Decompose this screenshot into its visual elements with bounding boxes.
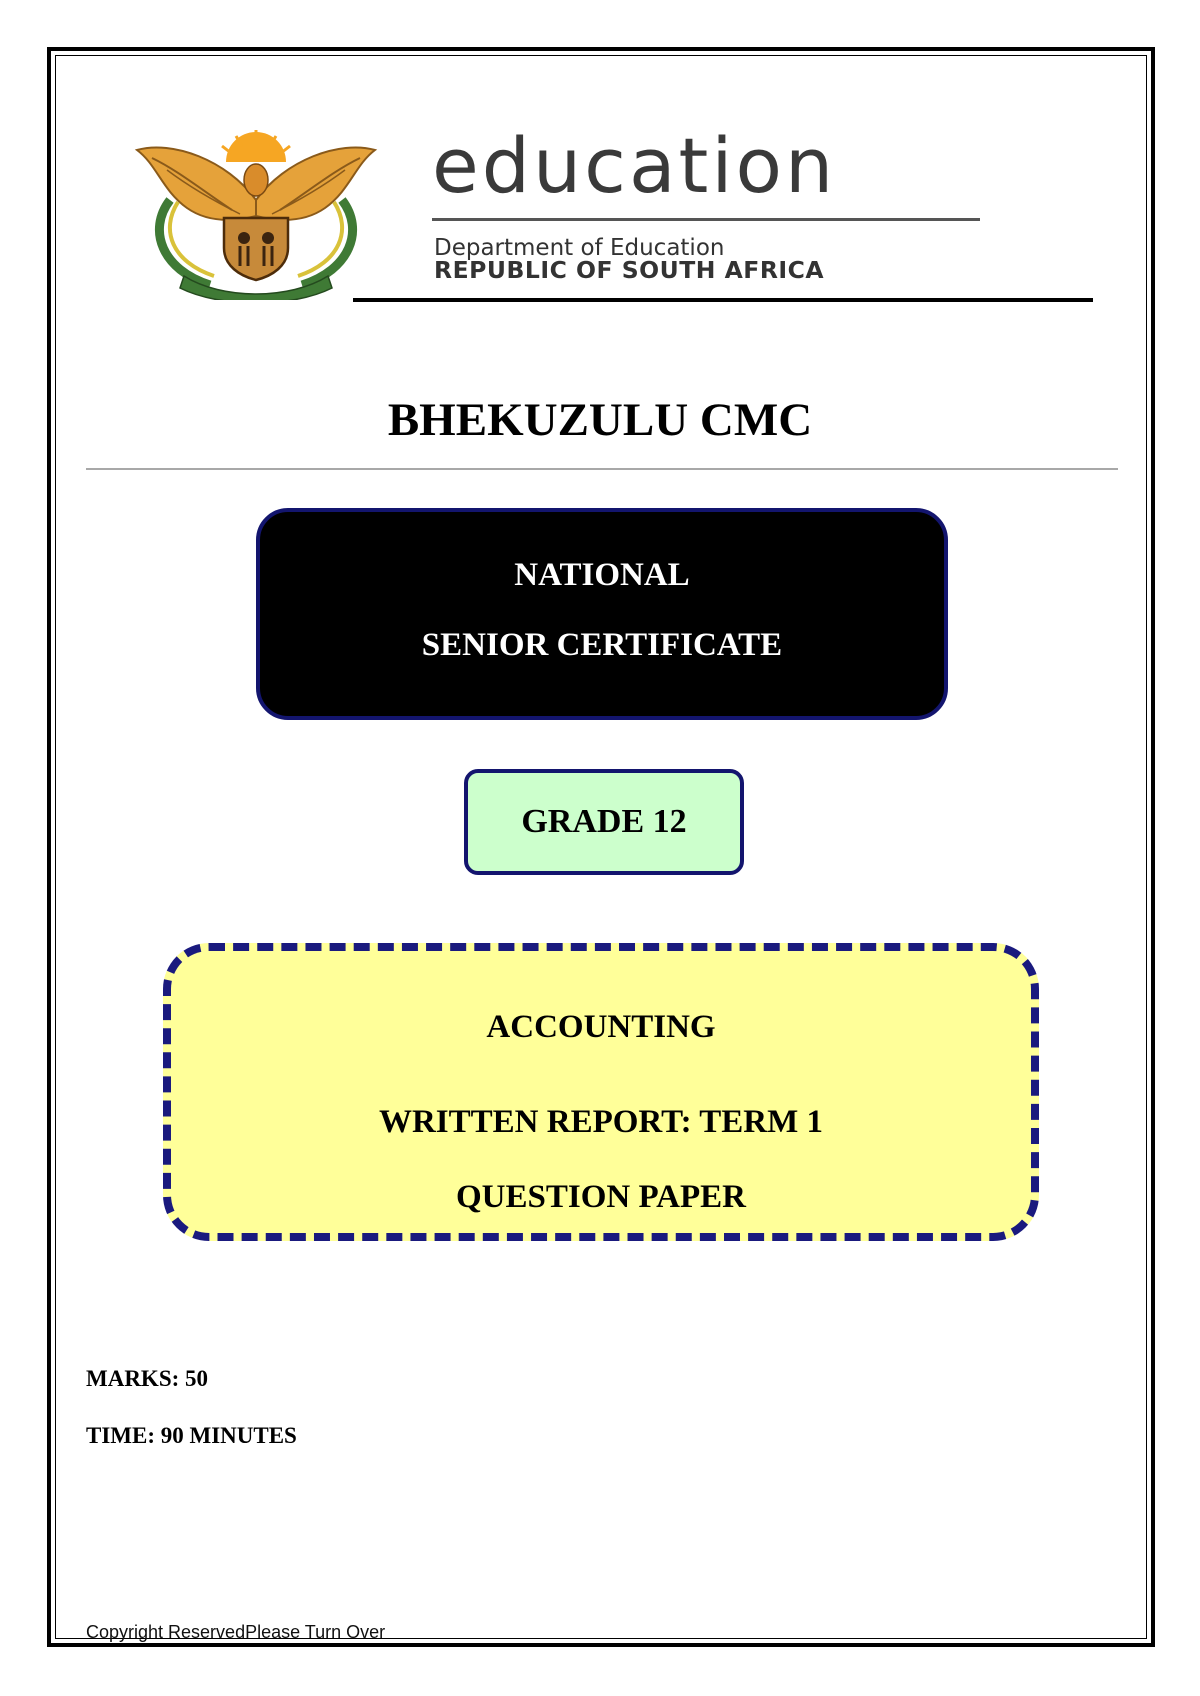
- department-name: Department of Education: [434, 235, 725, 261]
- logo-underline: [432, 218, 980, 221]
- certificate-line-2: SENIOR CERTIFICATE: [421, 627, 783, 663]
- coat-of-arms-icon: [132, 130, 380, 300]
- report-title: WRITTEN REPORT: TERM 1: [378, 1104, 824, 1140]
- country-name: REPUBLIC OF SOUTH AFRICA: [434, 256, 825, 284]
- subject-name: ACCOUNTING: [486, 1009, 716, 1045]
- certificate-line-1: NATIONAL: [514, 557, 690, 593]
- title-divider: [86, 468, 1118, 470]
- marks-label: MARKS: 50: [86, 1366, 209, 1391]
- logo-wordmark: education: [432, 121, 837, 210]
- school-name: BHEKUZULU CMC: [387, 394, 813, 446]
- header-divider: [353, 298, 1093, 302]
- grade-badge: GRADE 12: [464, 769, 744, 875]
- certificate-box: [256, 508, 948, 720]
- paper-type: QUESTION PAPER: [455, 1179, 746, 1215]
- time-label: TIME: 90 MINUTES: [86, 1423, 297, 1448]
- subject-box: [163, 943, 1039, 1241]
- footer-text: Copyright ReservedPlease Turn Over: [86, 1622, 386, 1642]
